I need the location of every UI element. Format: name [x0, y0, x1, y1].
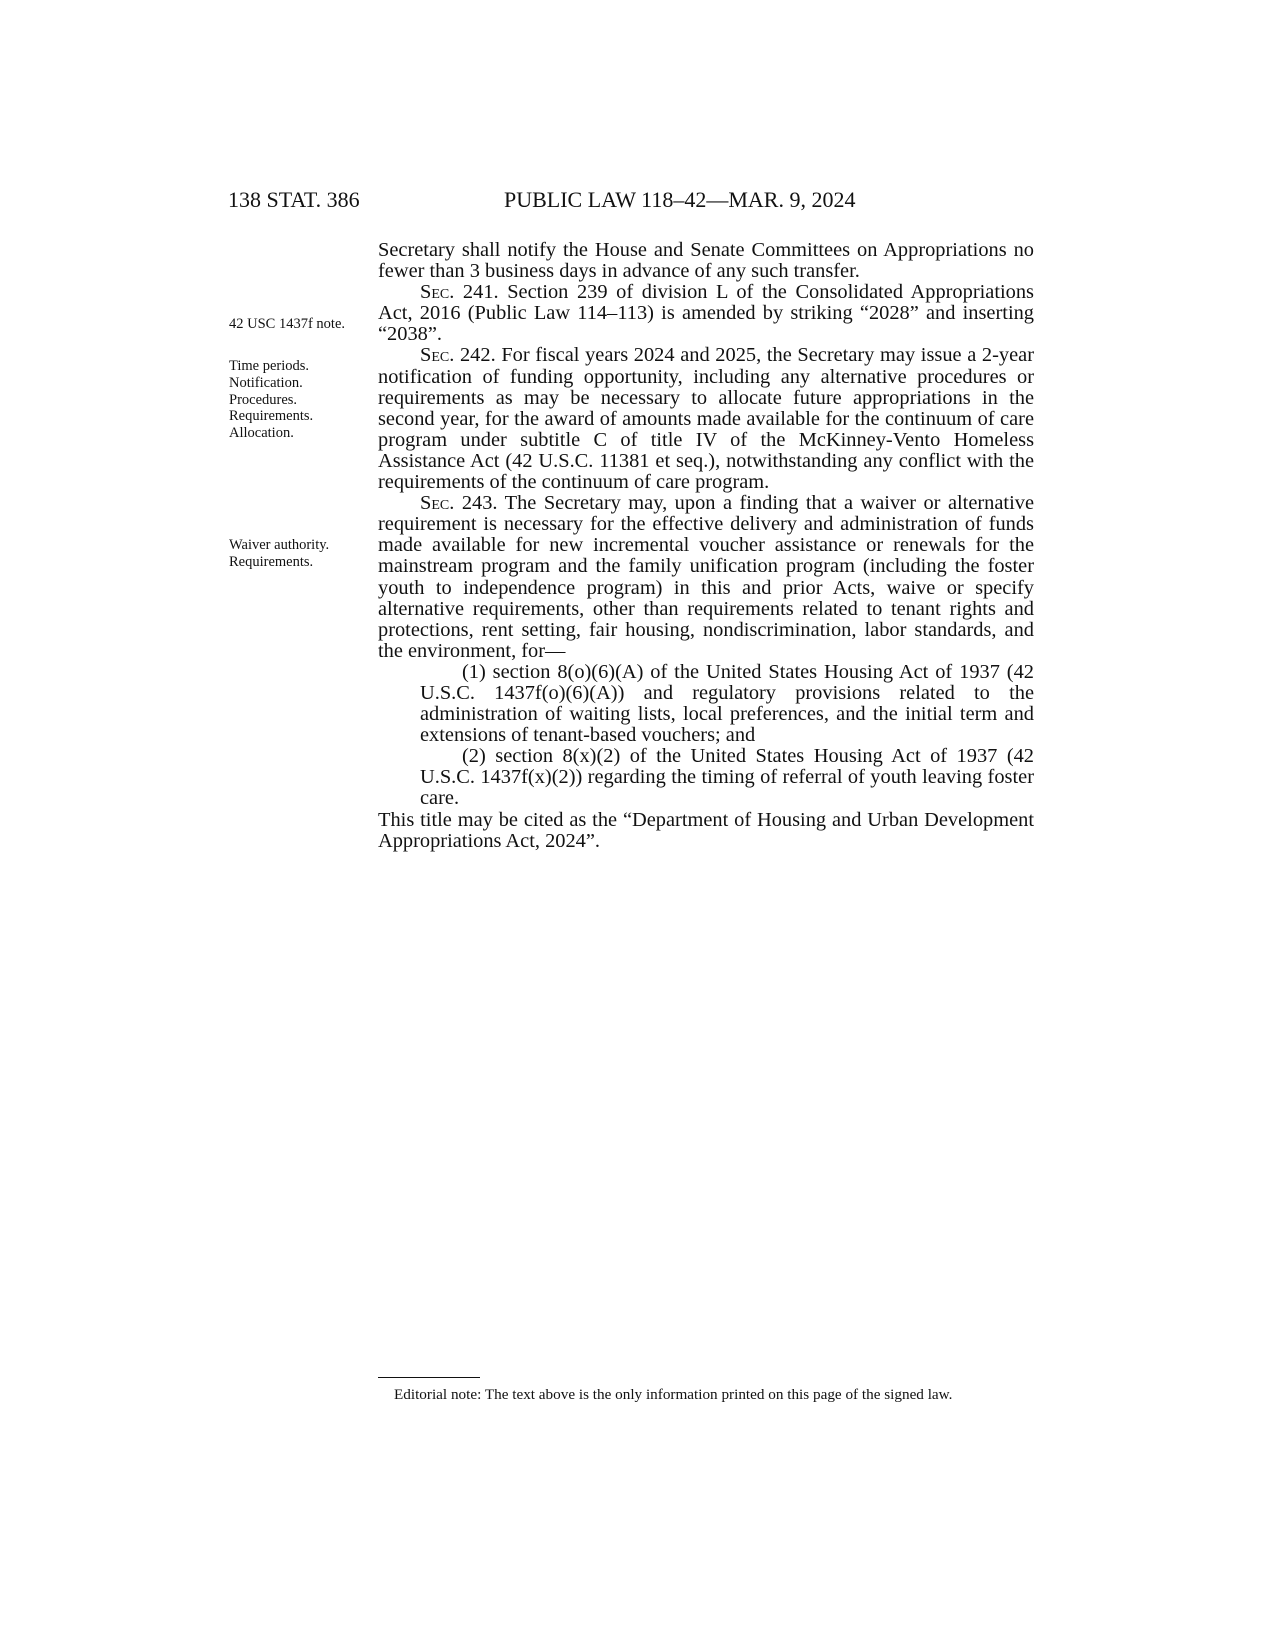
editorial-note	[378, 1386, 1034, 1403]
carryover-paragraph: Secretary shall notify the House and Senate Committees on Appropriations no fewer than 3 business days in advance of any such transfer.	[378, 239, 1034, 283]
running-title: PUBLIC LAW 118–42—MAR. 9, 2024	[504, 187, 856, 212]
section-242	[378, 345, 1034, 493]
paragraph-item-1: (1) section 8(o)(6)(A) of the United States Housing Act of 1937 (42 U.S.C. 1437f(o)(6)(A)) and regulatory provisions related to the administration of waiting lists, local preferences, and the initial term and extensions of tenant-based vouchers; and	[420, 660, 1034, 747]
section-242-text: . 242. For fiscal years 2024 and 2025, the Secretary may issue a 2-year notification of funding opportunity, including any alternative procedures or requirements as may be necessary to allocate future appropriations in the second year, for the award of amounts made available for the continuum of care program under subtitle C of title IV of the McKinney-Vento Homeless Assistance Act (42 U.S.C. 11381 et seq.), notwithstanding any conflict with the requirements of the continuum of care program.	[378, 344, 1034, 494]
margin-note-sec242: Time periods. Notification. Procedures. Requirements. Allocation.	[229, 358, 314, 442]
section-243	[378, 493, 1034, 662]
footnote-divider	[378, 1377, 480, 1378]
editorial-note-text: Editorial note: The text above is the only information printed on this page of the signed law.	[394, 1386, 953, 1403]
statute-text	[378, 240, 1034, 852]
paragraph-item-2: (2) section 8(x)(2) of the United States Housing Act of 1937 (42 U.S.C. 1437f(x)(2)) regarding the timing of referral of youth leaving foster care.	[420, 745, 1034, 810]
section-243-label: Sec	[420, 492, 450, 515]
stat-page-number: 138 STAT. 386	[228, 187, 360, 212]
margin-note-sec243: Waiver authority. Requirements.	[229, 537, 330, 570]
short-title-paragraph: This title may be cited as the “Department of Housing and Urban Development Appropriations Act, 2024”.	[378, 808, 1034, 852]
section-241-label: Sec	[420, 281, 450, 304]
section-241	[378, 282, 1034, 345]
section-241-text: . 241. Section 239 of division L of the Consolidated Appropriations Act, 2016 (Public Law 114–113) is amended by striking “2028” and inserting “2038”.	[378, 281, 1034, 346]
section-242-label: Sec	[420, 344, 450, 367]
section-243-text: . 243. The Secretary may, upon a finding that a waiver or alternative requirement is necessary for the effective delivery and administration of funds made available for new incremental voucher assistance or renewals for the mainstream program and the family unification program (including the foster youth to independence program) in this and prior Acts, waive or specify alternative requirements, other than requirements related to tenant rights and protections, rent setting, fair housing, nondiscrimination, labor standards, and the environment, for—	[378, 492, 1034, 662]
margin-note-sec241: 42 USC 1437f note.	[229, 316, 345, 332]
